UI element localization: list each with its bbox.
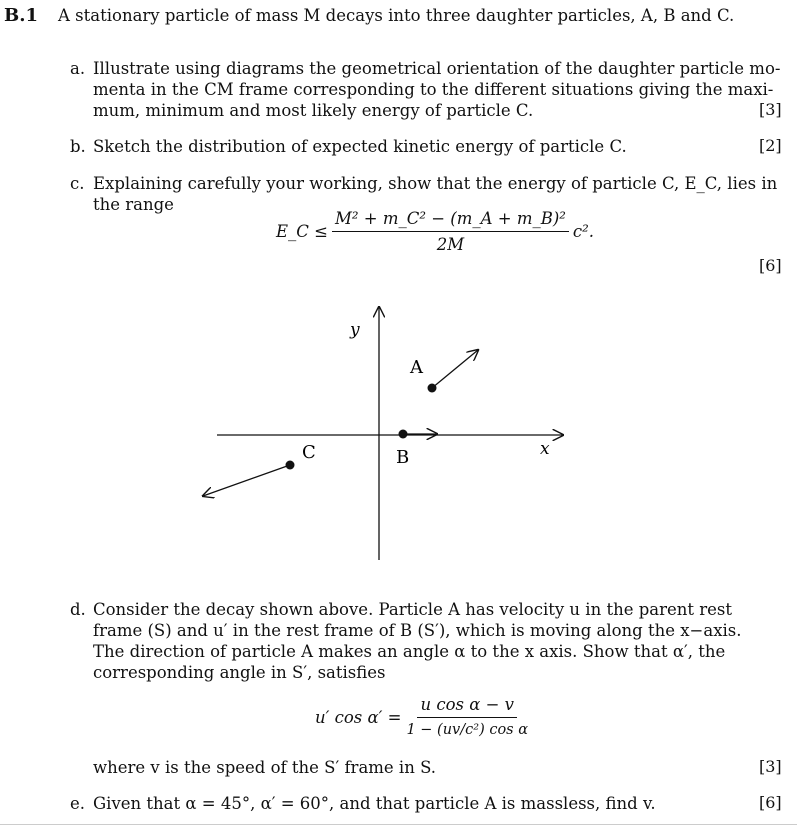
part-e-text: Given that α = 45°, α′ = 60°, and that particle A is massless, find v.	[93, 794, 656, 813]
part-c-equation	[276, 208, 594, 255]
part-b-text: Sketch the distribution of expected kinetic energy of particle C.	[93, 137, 627, 156]
part-c-line1: Explaining carefully your working, show that the energy of particle C, E_C, lies in	[93, 174, 778, 193]
particle-b-label: B	[396, 447, 410, 468]
part-a-label: a.	[70, 59, 86, 78]
part-d-equation-fraction	[406, 694, 528, 741]
part-d-line3: The direction of particle A makes an angle α to the x axis. Show that α′, the	[93, 642, 726, 661]
particle-a-label: A	[410, 357, 423, 378]
part-b-label: b.	[70, 137, 86, 156]
part-e-marks: [6]	[759, 793, 782, 812]
part-d-equation-numerator: u cos α − v	[417, 694, 517, 718]
part-d-line2: frame (S) and u′ in the rest frame of B (S′), which is moving along the x−axis.	[93, 621, 742, 640]
part-c-marks: [6]	[759, 256, 782, 275]
question-intro: A stationary particle of mass M decays into three daughter particles, A, B and C.	[58, 6, 735, 25]
decay-diagram	[0, 290, 797, 580]
part-d-equation-lhs: u′ cos α′ =	[315, 708, 402, 727]
particle-c-momentum-arrow	[203, 465, 290, 496]
part-e-label: e.	[70, 794, 86, 813]
y-axis-label: y	[350, 320, 360, 340]
particle-c-label: C	[302, 442, 316, 463]
part-d-line1: Consider the decay shown above. Particle A has velocity u in the parent rest	[93, 600, 733, 619]
part-a-line1: Illustrate using diagrams the geometrical orientation of the daughter particle mo-	[93, 59, 781, 78]
particle-a-momentum-arrow	[432, 350, 478, 388]
part-a-line3: mum, minimum and most likely energy of particle C.	[93, 101, 534, 120]
part-d-line5: where v is the speed of the S′ frame in S.	[93, 758, 437, 777]
part-c-line2: the range	[93, 195, 174, 214]
question-number: B.1	[4, 5, 39, 26]
part-d-equation	[315, 694, 528, 741]
part-c-equation-suffix: c².	[572, 222, 595, 241]
part-c-equation-lhs: E_C ≤	[276, 222, 328, 241]
part-d-marks: [3]	[759, 757, 782, 776]
part-b-marks: [2]	[759, 136, 782, 155]
part-d-equation-denominator: 1 − (uv/c²) cos α	[406, 722, 529, 738]
part-d-label: d.	[70, 600, 86, 619]
part-a-marks: [3]	[759, 100, 782, 119]
part-c-label: c.	[70, 174, 85, 193]
part-a-line2: menta in the CM frame corresponding to the different situations giving the maxi-	[93, 80, 774, 99]
part-d-line4: corresponding angle in S′, satisfies	[93, 663, 386, 682]
part-c-equation-numerator: M² + m_C² − (m_A + m_B)²	[332, 208, 569, 232]
part-c-equation-denominator: 2M	[436, 235, 465, 254]
x-axis-label: x	[540, 439, 550, 459]
page-bottom-rule	[0, 824, 797, 825]
part-c-equation-fraction	[332, 208, 569, 255]
